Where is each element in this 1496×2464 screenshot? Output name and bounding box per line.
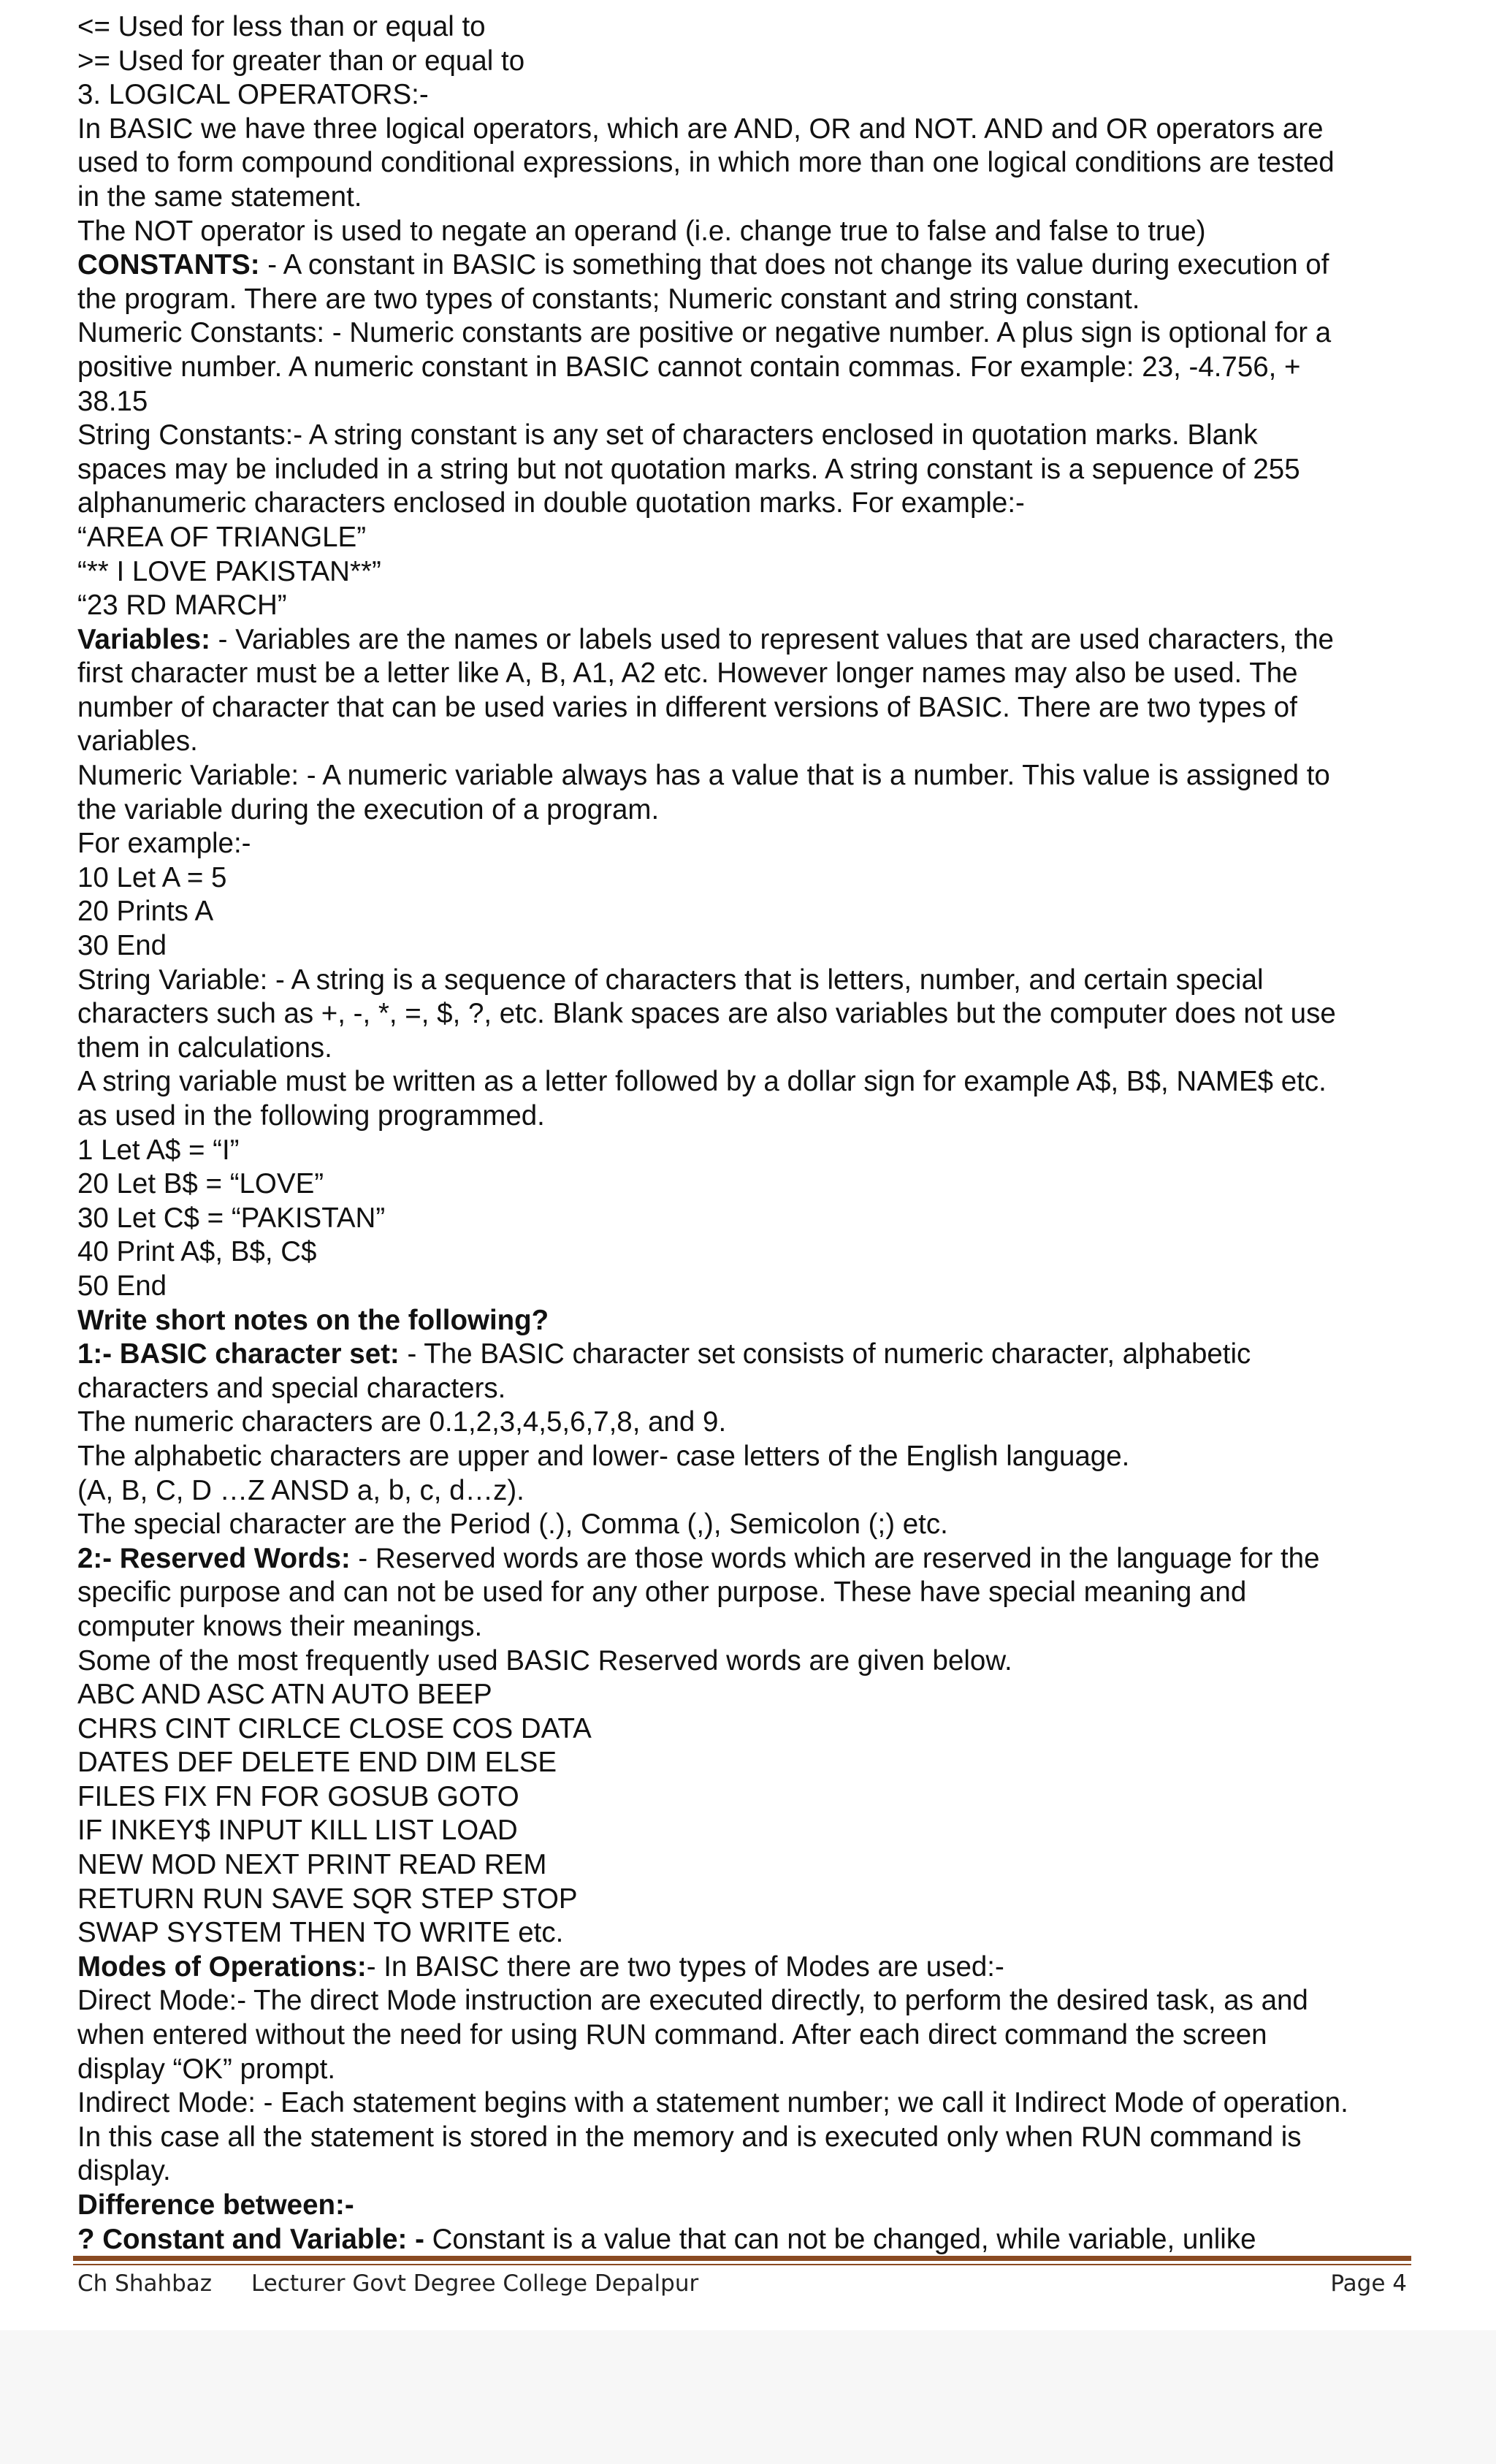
line-text: “** I LOVE PAKISTAN**”	[77, 555, 381, 587]
line-text: Numeric Variable: - A numeric variable always has a value that is a number. This value is assigned to	[77, 760, 1330, 792]
line-text: ABC AND ASC ATN AUTO BEEP	[77, 1679, 492, 1711]
text-line	[77, 793, 1451, 828]
text-line	[77, 2154, 1451, 2189]
line-text: when entered without the need for using RUN command. After each direct command the screen	[77, 2019, 1267, 2051]
text-line	[77, 2086, 1451, 2121]
line-text: spaces may be included in a string but not quotation marks. A string constant is a sepuence of 255	[77, 453, 1300, 485]
line-text: Numeric Constants: - Numeric constants are positive or negative number. A plus sign is optional for a	[77, 317, 1332, 349]
line-text: 3. LOGICAL OPERATORS:-	[77, 79, 429, 111]
line-text: SWAP SYSTEM THEN TO WRITE etc.	[77, 1917, 564, 1949]
line-text: - Reserved words are those words which are reserved in the language for the	[350, 1542, 1320, 1574]
line-text: first character must be a letter like A, B, A1, A2 etc. However longer names may also be used. The	[77, 657, 1298, 690]
line-text: IF INKEY$ INPUT KILL LIST LOAD	[77, 1815, 518, 1847]
text-line	[77, 1270, 1451, 1304]
line-text: characters and special characters.	[77, 1372, 506, 1404]
line-text: variables.	[77, 725, 198, 758]
line-text: For example:-	[77, 828, 251, 860]
line-text: 20 Prints A	[77, 896, 214, 928]
text-line	[77, 385, 1451, 419]
line-text: characters such as +, -, *, =, $, ?, etc. Blank spaces are also variables but the computer does not use	[77, 998, 1336, 1030]
text-line	[77, 1984, 1451, 2018]
text-line	[77, 1814, 1451, 1848]
line-text: CHRS CINT CIRLCE CLOSE COS DATA	[77, 1712, 592, 1744]
line-text: DATES DEF DELETE END DIM ELSE	[77, 1747, 557, 1779]
text-line	[77, 2121, 1451, 2155]
text-line	[77, 1372, 1451, 1406]
line-text: number of character that can be used varies in different versions of BASIC. There are two types of	[77, 691, 1297, 723]
text-line	[77, 215, 1451, 249]
bold-heading: Variables:	[77, 623, 210, 655]
bold-heading: Difference between:-	[77, 2189, 354, 2221]
text-line	[77, 1848, 1451, 1883]
text-line	[77, 78, 1451, 112]
line-text: Some of the most frequently used BASIC Reserved words are given below.	[77, 1644, 1012, 1677]
text-line	[77, 1099, 1451, 1134]
text-line	[77, 2053, 1451, 2087]
text-line	[77, 1338, 1451, 1372]
text-line	[77, 1235, 1451, 1270]
line-text: The alphabetic characters are upper and lower- case letters of the English language.	[77, 1440, 1130, 1472]
bold-heading: ? Constant and Variable: -	[77, 2223, 424, 2255]
line-text: RETURN RUN SAVE SQR STEP STOP	[77, 1883, 578, 1915]
line-text: them in calculations.	[77, 1031, 332, 1064]
line-text: as used in the following programmed.	[77, 1100, 545, 1132]
line-text: The numeric characters are 0.1,2,3,4,5,6,7,8, and 9.	[77, 1406, 727, 1438]
text-line	[77, 1031, 1451, 1066]
line-text: The NOT operator is used to negate an operand (i.e. change true to false and false to true)	[77, 215, 1206, 247]
line-text: <= Used for less than or equal to	[77, 11, 486, 42]
text-line	[77, 283, 1451, 317]
line-text: 1 Let A$ = “I”	[77, 1134, 240, 1166]
line-text: the program. There are two types of constants; Numeric constant and string constant.	[77, 283, 1140, 315]
text-line	[77, 861, 1451, 896]
line-text: in the same statement.	[77, 180, 362, 213]
line-text: A string variable must be written as a letter followed by a dollar sign for example A$, B$, NAME$ etc.	[77, 1066, 1327, 1098]
text-line	[77, 589, 1451, 623]
bold-heading: Write short notes on the following?	[77, 1304, 549, 1336]
text-line	[77, 180, 1451, 215]
text-line	[77, 1780, 1451, 1815]
footer-divider-thin	[73, 2264, 1411, 2265]
footer-divider-thick	[73, 2256, 1411, 2261]
line-text: 38.15	[77, 385, 148, 417]
footer-author: Ch Shahbaz	[77, 2270, 213, 2297]
text-line	[77, 691, 1451, 725]
footer-page-number: Page 4	[1330, 2270, 1407, 2297]
text-line	[77, 964, 1451, 998]
text-line	[77, 2018, 1451, 2053]
text-line	[77, 1065, 1451, 1099]
line-text: computer knows their meanings.	[77, 1610, 483, 1642]
text-line	[77, 1610, 1451, 1644]
text-line	[77, 623, 1451, 657]
text-line	[77, 1474, 1451, 1508]
line-text: NEW MOD NEXT PRINT READ REM	[77, 1849, 547, 1881]
line-text: FILES FIX FN FOR GOSUB GOTO	[77, 1780, 519, 1812]
text-line	[77, 2223, 1451, 2257]
line-text: Constant is a value that can not be changed, while variable, unlike	[424, 2223, 1256, 2255]
line-text: 50 End	[77, 1270, 167, 1302]
text-line	[77, 657, 1451, 691]
text-line	[77, 1405, 1451, 1440]
line-text: 30 Let C$ = “PAKISTAN”	[77, 1202, 386, 1234]
text-line	[77, 1202, 1451, 1236]
text-line	[77, 1508, 1451, 1542]
footer-position: Lecturer Govt Degree College Depalpur	[251, 2270, 699, 2297]
text-line	[77, 487, 1451, 521]
bold-heading: Modes of Operations:	[77, 1950, 367, 1983]
line-text: - Variables are the names or labels used to represent values that are used characters, the	[210, 623, 1334, 655]
text-line	[77, 555, 1451, 590]
text-line	[77, 316, 1451, 351]
text-line	[77, 1746, 1451, 1780]
text-line	[77, 1712, 1451, 1747]
page-bottom-margin	[0, 2330, 1496, 2464]
text-line	[77, 1440, 1451, 1474]
text-line	[77, 1134, 1451, 1168]
line-text: >= Used for greater than or equal to	[77, 45, 525, 77]
line-text: - A constant in BASIC is something that does not change its value during execution of	[259, 249, 1329, 281]
text-line	[77, 997, 1451, 1031]
line-text: 40 Print A$, B$, C$	[77, 1236, 317, 1268]
text-line	[77, 419, 1451, 453]
line-text: the variable during the execution of a program.	[77, 793, 660, 825]
text-line	[77, 1916, 1451, 1950]
text-line	[77, 827, 1451, 861]
line-text: In this case all the statement is stored in the memory and is executed only when RUN command is	[77, 2121, 1302, 2153]
text-line	[77, 248, 1451, 283]
line-text: alphanumeric characters enclosed in double quotation marks. For example:-	[77, 487, 1025, 519]
line-text: (A, B, C, D …Z ANSD a, b, c, d…z).	[77, 1474, 524, 1506]
line-text: 10 Let A = 5	[77, 861, 227, 893]
line-text: “AREA OF TRIANGLE”	[77, 521, 367, 553]
line-text: String Constants:- A string constant is any set of characters enclosed in quotation marks. Blank	[77, 419, 1258, 451]
line-text: The special character are the Period (.), Comma (,), Semicolon (;) etc.	[77, 1508, 948, 1541]
line-text: - The BASIC character set consists of numeric character, alphabetic	[399, 1338, 1251, 1370]
text-line	[77, 521, 1451, 555]
text-line	[77, 351, 1451, 385]
line-text: 20 Let B$ = “LOVE”	[77, 1168, 324, 1200]
line-text: specific purpose and can not be used for any other purpose. These have special meaning and	[77, 1576, 1247, 1609]
text-line	[77, 1883, 1451, 1917]
text-line	[77, 1576, 1451, 1610]
line-text: 30 End	[77, 930, 167, 962]
text-line	[77, 1678, 1451, 1712]
line-text: display.	[77, 2155, 171, 2187]
line-text: positive number. A numeric constant in BASIC cannot contain commas. For example: 23, -4.756, +	[77, 351, 1301, 383]
text-line	[77, 759, 1451, 793]
text-line	[77, 10, 1451, 45]
text-line	[77, 1644, 1451, 1679]
text-line	[77, 1950, 1451, 1985]
line-text: Direct Mode:- The direct Mode instruction are executed directly, to perform the desired task, as and	[77, 1985, 1308, 2017]
line-text: String Variable: - A string is a sequence of characters that is letters, number, and certain special	[77, 964, 1264, 996]
line-text: Indirect Mode: - Each statement begins with a statement number; we call it Indirect Mode of operation.	[77, 2087, 1348, 2119]
line-text: used to form compound conditional expressions, in which more than one logical conditions are tested	[77, 147, 1335, 179]
text-line	[77, 895, 1451, 929]
text-line	[77, 146, 1451, 180]
text-line	[77, 1542, 1451, 1576]
line-text: In BASIC we have three logical operators, which are AND, OR and NOT. AND and OR operators are	[77, 112, 1324, 145]
text-line	[77, 45, 1451, 79]
bold-heading: CONSTANTS:	[77, 249, 260, 281]
text-line	[77, 112, 1451, 147]
line-text: - In BAISC there are two types of Modes are used:-	[366, 1950, 1004, 1983]
bold-heading: 1:- BASIC character set:	[77, 1338, 400, 1370]
document-body	[77, 10, 1451, 2257]
text-line	[77, 1167, 1451, 1202]
line-text: display “OK” prompt.	[77, 2053, 336, 2085]
text-line	[77, 1304, 1451, 1338]
text-line	[77, 453, 1451, 487]
text-line	[77, 2189, 1451, 2223]
line-text: “23 RD MARCH”	[77, 590, 287, 622]
text-line	[77, 725, 1451, 759]
bold-heading: 2:- Reserved Words:	[77, 1542, 351, 1574]
text-line	[77, 929, 1451, 964]
